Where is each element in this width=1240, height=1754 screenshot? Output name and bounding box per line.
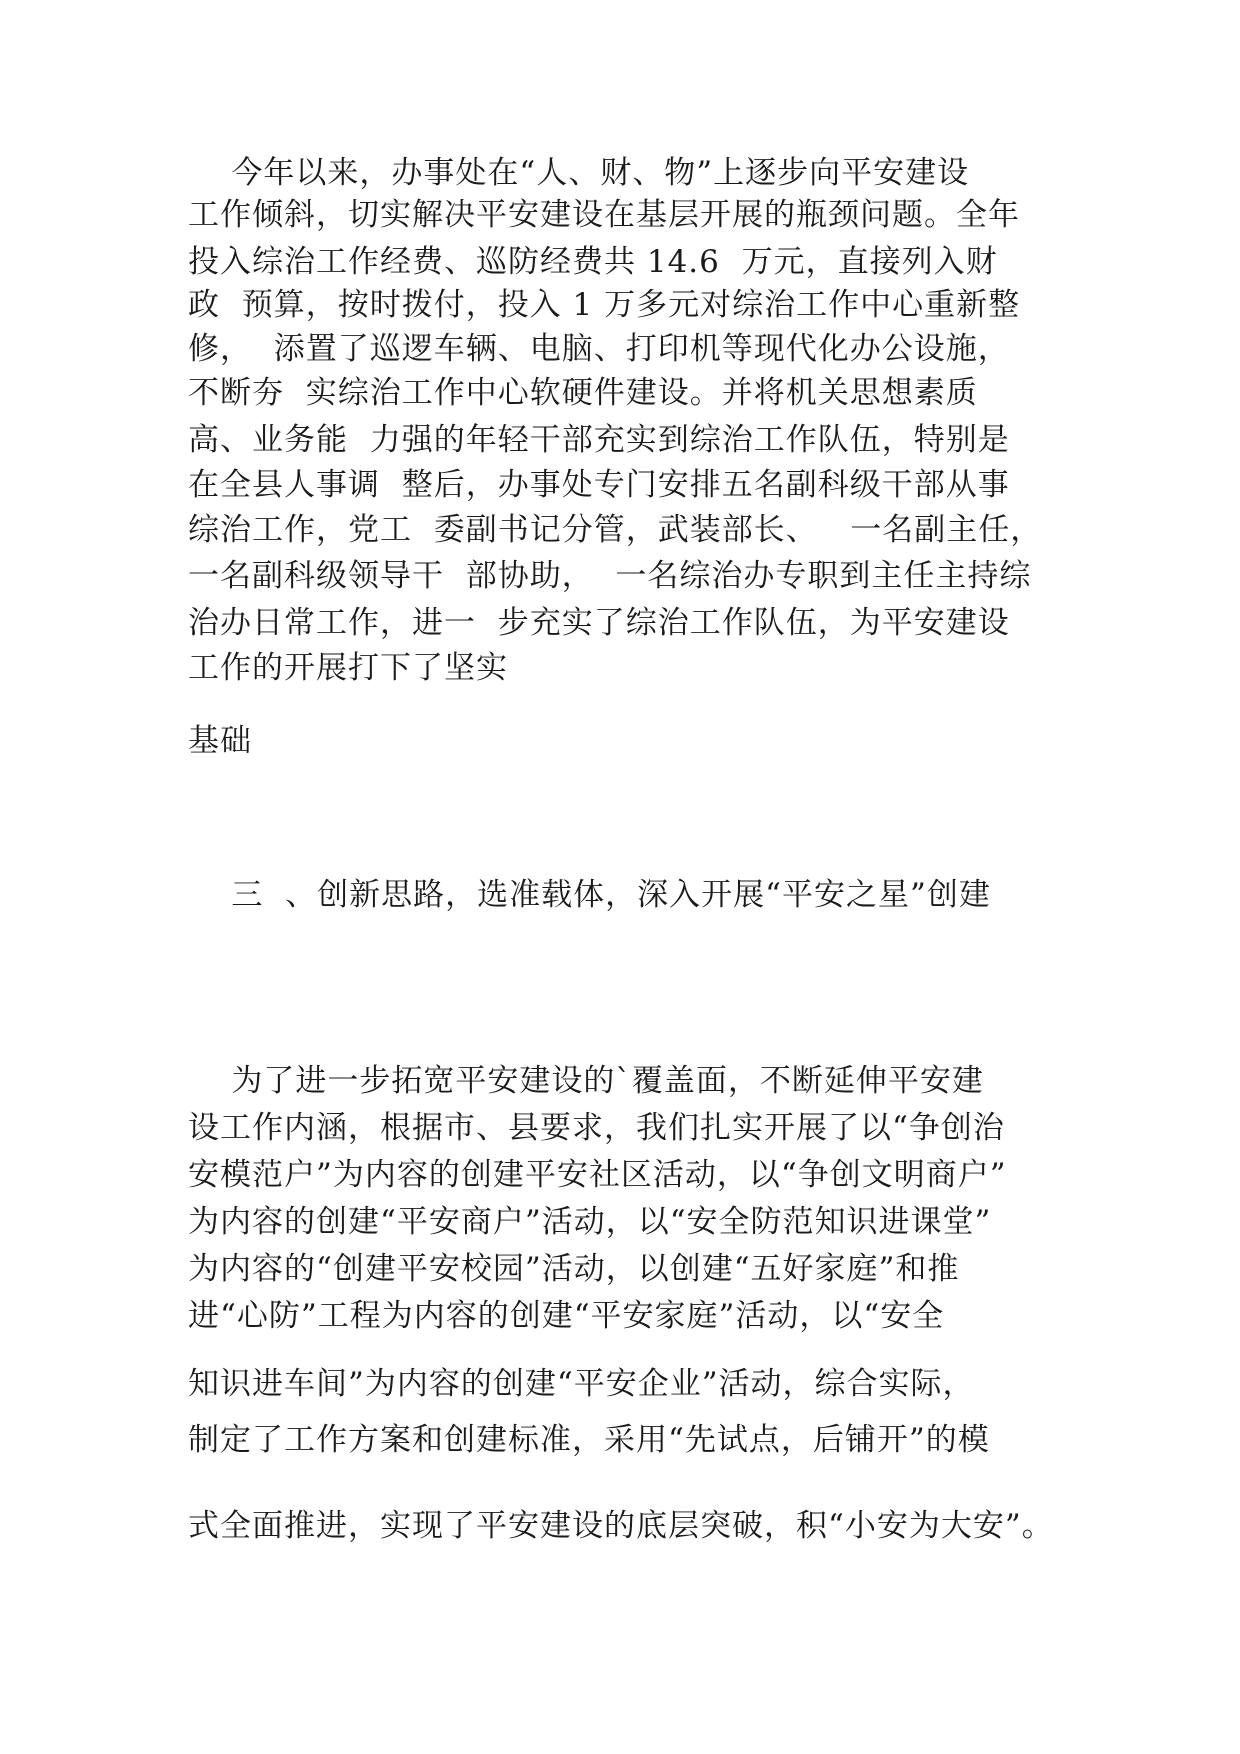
paragraph-2-line-6: 进“心防”工程为内容的创建“平安家庭”活动，以“安全 <box>188 1298 945 1334</box>
paragraph-2-line-4: 为内容的创建“平安商户”活动，以“安全防范知识进课堂” <box>188 1204 992 1240</box>
paragraph-2-line-9: 式全面推进，实现了平安建设的底层突破，积“小安为大安”。 <box>188 1508 1054 1544</box>
paragraph-2-line-2: 设工作内涵，根据市、县要求，我们扎实开展了以“争创治 <box>188 1110 1005 1146</box>
paragraph-2-line-7: 知识进车间”为内容的创建“平安企业”活动，综合实际， <box>188 1366 975 1402</box>
section-heading: 三 、创新思路，选准载体，深入开展“平安之星”创建 <box>188 877 991 913</box>
paragraph-1-tail: 基础 <box>188 723 252 759</box>
paragraph-1-line-4: 政 预算，按时拨付，投入 1 万多元对综治工作中心重新整 <box>188 287 1021 323</box>
paragraph-1-line-11: 治办日常工作，进一 步充实了综治工作队伍，为平安建设 <box>188 605 1010 641</box>
paragraph-1-line-7: 高、业务能 力强的年轻干部充实到综治工作队伍，特别是 <box>188 422 1010 458</box>
paragraph-1-line-6: 不断夯 实综治工作中心软硬件建设。并将机关思想素质 <box>188 375 978 411</box>
paragraph-1-line-12: 工作的开展打下了坚实 <box>188 650 508 686</box>
paragraph-2-line-3: 安模范户”为内容的创建平安社区活动，以“争创文明商户” <box>188 1157 1007 1193</box>
paragraph-1-line-10: 一名副科级领导干 部协助， 一名综治办专职到主任主持综 <box>188 558 1032 594</box>
paragraph-1-line-1: 今年以来，办事处在“人、财、物”上逐步向平安建设 <box>188 155 970 191</box>
paragraph-2-line-5: 为内容的“创建平安校园”活动，以创建“五好家庭”和推 <box>188 1251 960 1287</box>
paragraph-1-line-9: 综治工作，党工 委副书记分管，武装部长、 一名副主任， <box>188 512 1043 548</box>
paragraph-1-line-3: 投入综治工作经费、巡防经费共 14.6 万元，直接列入财 <box>188 244 998 280</box>
paragraph-1-line-5: 修， 添置了巡逻车辆、电脑、打印机等现代化办公设施， <box>188 331 1010 367</box>
paragraph-1-line-2: 工作倾斜，切实解决平安建设在基层开展的瓶颈问题。全年 <box>188 197 1020 233</box>
paragraph-1-line-8: 在全县人事调 整后，办事处专门安排五名副科级干部从事 <box>188 467 1010 503</box>
paragraph-2-line-1: 为了进一步拓宽平安建设的`覆盖面，不断延伸平安建 <box>188 1063 984 1099</box>
paragraph-2-line-8: 制定了工作方案和创建标准，采用“先试点，后铺开”的模 <box>188 1422 990 1458</box>
